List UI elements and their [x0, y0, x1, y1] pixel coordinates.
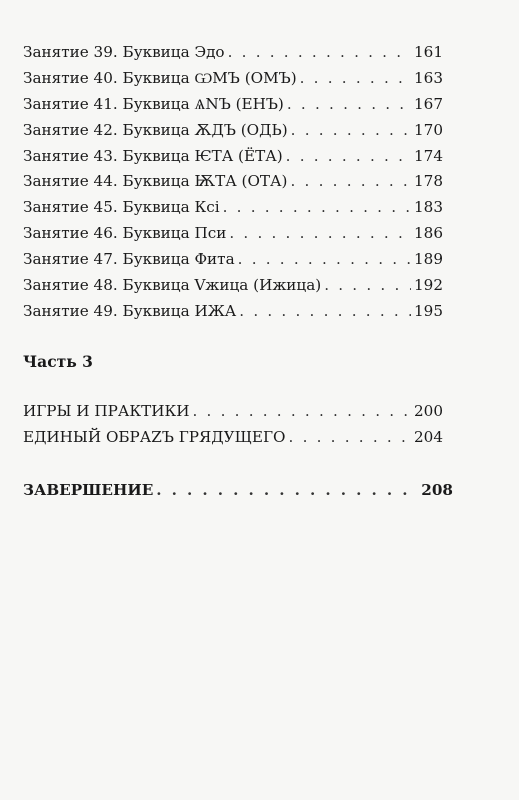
toc-entry	[23, 273, 443, 299]
entry-title: Занятие 41. Буквица ѦNЪ (ЕНЪ)	[23, 94, 284, 113]
dot-leader	[289, 424, 411, 450]
entry-title: Занятие 49. Буквица ИЖА	[23, 301, 237, 320]
dot-leader	[238, 247, 411, 273]
entry-page: 178	[414, 172, 443, 191]
toc-entry	[23, 40, 443, 66]
dot-leader	[300, 66, 411, 92]
dot-leader	[228, 40, 411, 66]
entry-title: Занятие 42. Буквица ѪДЪ (ОДЬ)	[23, 120, 288, 139]
entry-page: 208	[421, 481, 453, 499]
dot-leader	[223, 195, 411, 221]
entry-page: 189	[414, 250, 443, 269]
entry-title: Занятие 47. Буквица Фита	[23, 250, 235, 269]
entry-page: 204	[414, 428, 443, 446]
toc-entry	[23, 118, 443, 144]
toc-entry	[23, 169, 443, 195]
dot-leader	[229, 221, 411, 247]
entry-page: 186	[414, 224, 443, 243]
dot-leader	[192, 398, 411, 424]
entry-page: 192	[414, 276, 443, 295]
toc-entry	[23, 299, 443, 325]
entry-title: Занятие 39. Буквица Эдо	[23, 43, 225, 61]
dot-leader	[156, 478, 418, 504]
entry-page: 200	[414, 402, 443, 420]
entry-page: 167	[414, 94, 443, 113]
dot-leader	[287, 92, 411, 118]
toc-entry	[23, 478, 453, 504]
entry-title: ЗАВЕРШЕНИЕ	[23, 481, 154, 499]
entry-title: Занятие 44. Буквица ѬТА (ОТА)	[23, 172, 288, 191]
entry-title: Занятие 46. Буквица Пси	[23, 224, 227, 243]
entry-title: Занятие 40. Буквица ѠМЪ (ОМЪ)	[23, 68, 297, 87]
toc-entry	[23, 424, 443, 450]
entry-page: 161	[414, 43, 443, 61]
toc-entry	[23, 247, 443, 273]
part3-list	[23, 398, 443, 450]
conclusion-block	[23, 478, 453, 504]
toc-entry	[23, 92, 443, 118]
entry-title: ЕДИНЫЙ ОБРАΖЪ ГРЯДУЩЕГО	[23, 428, 286, 446]
entry-page: 170	[414, 120, 443, 139]
toc-entry	[23, 144, 443, 170]
toc-entry	[23, 66, 443, 92]
entry-page: 195	[414, 301, 443, 320]
entry-page: 183	[414, 198, 443, 217]
lessons-list	[23, 40, 443, 325]
entry-title: ИГРЫ И ПРАКТИКИ	[23, 402, 190, 420]
dot-leader	[290, 169, 411, 195]
entry-title: Занятие 43. Буквица ѤТА (ЁТА)	[23, 146, 283, 165]
dot-leader	[286, 144, 411, 170]
entry-title: Занятие 45. Буквица Ксі	[23, 198, 220, 217]
dot-leader	[324, 273, 411, 299]
dot-leader	[239, 299, 411, 325]
entry-page: 163	[414, 68, 443, 87]
dot-leader	[291, 118, 411, 144]
entry-page: 174	[414, 146, 443, 165]
toc-entry	[23, 398, 443, 424]
toc-entry	[23, 195, 443, 221]
toc-entry	[23, 221, 443, 247]
part-heading: Часть 3	[23, 352, 93, 371]
entry-title: Занятие 48. Буквица Vжица (Ижица)	[23, 276, 322, 295]
